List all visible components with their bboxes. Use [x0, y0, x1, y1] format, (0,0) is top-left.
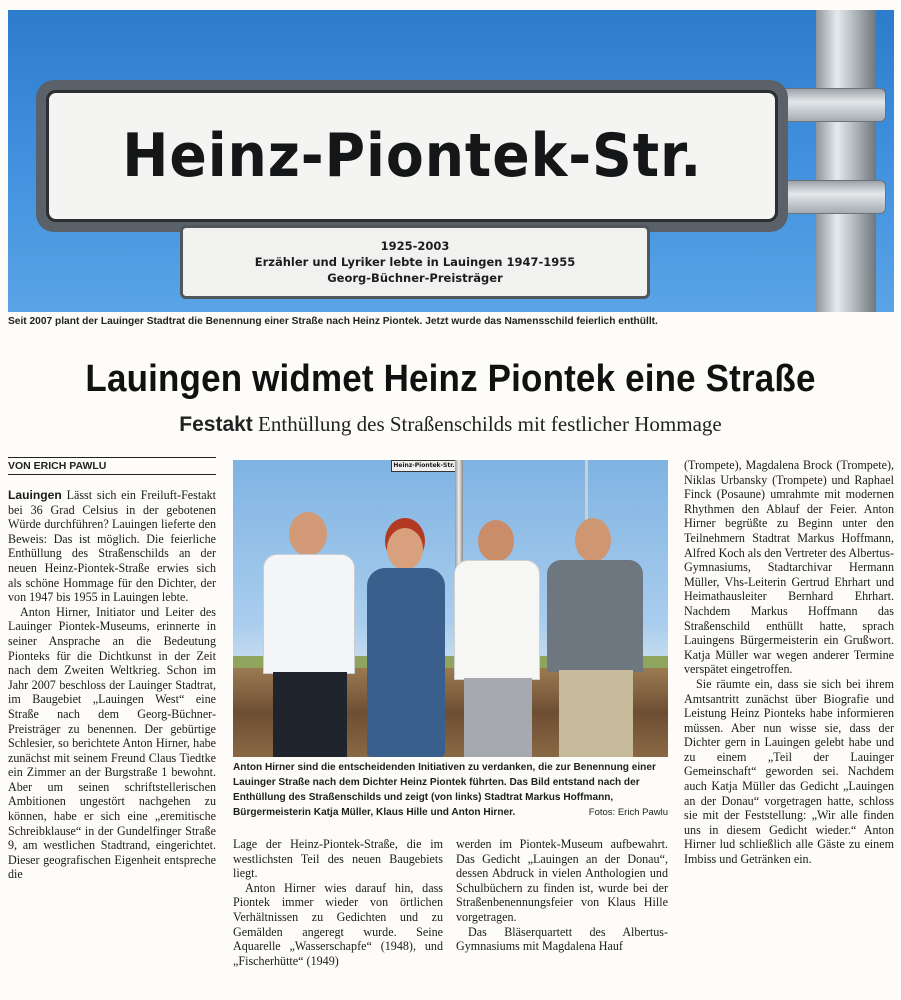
- subplate-line: Erzähler und Lyriker lebte in Lauingen 1947-1955: [254, 255, 576, 269]
- caption-text: Anton Hirner sind die entscheidenden Initiativen zu verdanken, die zur Benennung einer Lauinger Straße nach dem Dichter Heinz Piontek führten. Das Bild entstand nach der Enthüllung des Straßenschilds und zeigt (von links) Stadtrat Markus Hoffmann, Bürgermeisterin Katja Müller, Klaus Hille und Anton Hirner.: [233, 762, 656, 818]
- article-paragraph: werden im Piontek-Museum aufbewahrt. Das Gedicht „Lauingen an der Donau“, dessen Abdruck in vielen Anthologien und Schulbüchern zu finden ist, wurde bei der Straßenbenennungsfeier von Klaus Hille vorgetragen.: [456, 837, 668, 924]
- photo-street-sign: Heinz-Piontek-Str.: [391, 460, 457, 472]
- byline: VON ERICH PAWLU: [8, 457, 216, 475]
- article-paragraph: Das Bläserquartett des Albertus-Gymnasiums mit Magdalena Hauf: [456, 924, 668, 954]
- article-column-2: [233, 837, 443, 968]
- article-column-3: [456, 837, 668, 954]
- subhead-text: Enthüllung des Straßenschilds mit festlicher Hommage: [258, 412, 722, 436]
- dateline: Lauingen: [8, 488, 62, 502]
- street-sign-subplate: [180, 225, 650, 299]
- group-photo: [233, 460, 668, 757]
- subplate-line: Georg-Büchner-Preisträger: [327, 271, 503, 285]
- street-sign: [36, 80, 788, 232]
- article-paragraph: Anton Hirner, Initiator und Leiter des Lauinger Piontek-Museums, erinnerte in seiner Ansprache an die Bedeutung Pionteks für die Dichtkunst in der Zeit nach dem Zweiten Weltkrieg. Schon im Jahr 2007 beschloss der Lauinger Stadtrat, im Baugebiet „Lauingen West“ eine Straße nach dem Georg-Büchner-Preisträger zu benennen. Der gebürtige Schlesier, so berichtete Anton Hirner, habe zunächst mit seinem Freund Claus Tiedtke ein Zimmer an der Burgstraße 1 bewohnt. Aber um seinen schriftstellerischen Ambitionen ungestört nachgehen zu können, habe er sich eine „eremitische Schreibklause“ in der Gundelfinger Straße 9, am westlichen Stadtrand, eingerichtet. Dieser geografischen Eigenheit entspreche die: [8, 604, 216, 882]
- article-column-1: [8, 488, 216, 882]
- article-paragraph: (Trompete), Magdalena Brock (Trompete), Niklas Urbansky (Trompete) und Raphael Finck (Posaune) umrahmte mit modernen Rhythmen den Ablauf der Feier. Anton Hirner begrüßte zu Beginn unter den Teilnehmern Stadtrat Markus Hoffmann, Alfred Koch als den Vertreter des Albertus-Gymnasiums, Stadtarchivar Hermann Müller, Vhs-Leiterin Gertrud Ehrhart und Heimathausleiter Bernhard Ehrhart. Nachdem Markus Hoffmann das Straßenschild enthüllt hatte, sprach Lauingens Bürgermeisterin ein Grußwort. Katja Müller war wegen anderer Termine verspätet eingetroffen.: [684, 458, 895, 677]
- article-paragraph: [8, 488, 216, 605]
- article-column-4: [684, 458, 894, 867]
- article-paragraph: Anton Hirner wies darauf hin, dass Piontek immer wieder von örtlichen Verhältnissen zu Gedichten und zu Gemälden angeregt wurde. Seine Aquarelle „Wasserschapfe“ (1948), und „Fischerhütte“ (1949): [233, 880, 443, 968]
- photo-credit: Fotos: Erich Pawlu: [588, 807, 668, 818]
- street-sign-text: Heinz-Piontek-Str.: [122, 121, 702, 191]
- article-subhead: [0, 412, 901, 437]
- subplate-line: 1925-2003: [380, 239, 450, 253]
- group-photo-caption: [233, 760, 668, 820]
- street-sign-photo: [8, 10, 894, 312]
- subhead-kicker: Festakt: [179, 413, 253, 436]
- article-paragraph: Sie räumte ein, dass sie sich bei ihrem Amtsantritt zunächst über Biografie und Leistung Heinz Pionteks habe informieren müssen. Aber nun wisse sie, dass der Dichter gern in Lauingen gelebt habe und zu einem „Teil der Lauinger Gemeinschaft“ geworden sei. Nachdem auch Katja Müller das Gedicht „Lauingen an der Donau“ vorgetragen hatte, schloss sie mit der Feststellung: „Wir alle finden uns in diesem Gedicht wieder.“ Anton Hirner lud schließlich alle Gäste zu einem Imbiss und Getränken ein.: [684, 676, 894, 867]
- article-paragraph: Lage der Heinz-Piontek-Straße, die im westlichsten Teil des neuen Baugebiets liegt.: [233, 837, 443, 881]
- sign-pole: [816, 10, 876, 312]
- top-photo-caption: Seit 2007 plant der Lauinger Stadtrat die Benennung einer Straße nach Heinz Piontek. Jetzt wurde das Namensschild feierlich enthüllt.: [8, 316, 658, 327]
- paragraph-text: Lässt sich ein Freiluft-Festakt bei 36 Grad Celsius in der gebotenen Würde durchführen? Lauingen lieferte den Beweis: Das ist möglich. Die feierliche Enthüllung des Straßenschilds an der neuen Heinz-Piontek-Straße erwies sich als schöne Hommage für den Dichter, der von 1947 bis 1955 in Lauingen lebte.: [8, 488, 216, 605]
- article-headline: Lauingen widmet Heinz Piontek eine Straße: [85, 358, 816, 400]
